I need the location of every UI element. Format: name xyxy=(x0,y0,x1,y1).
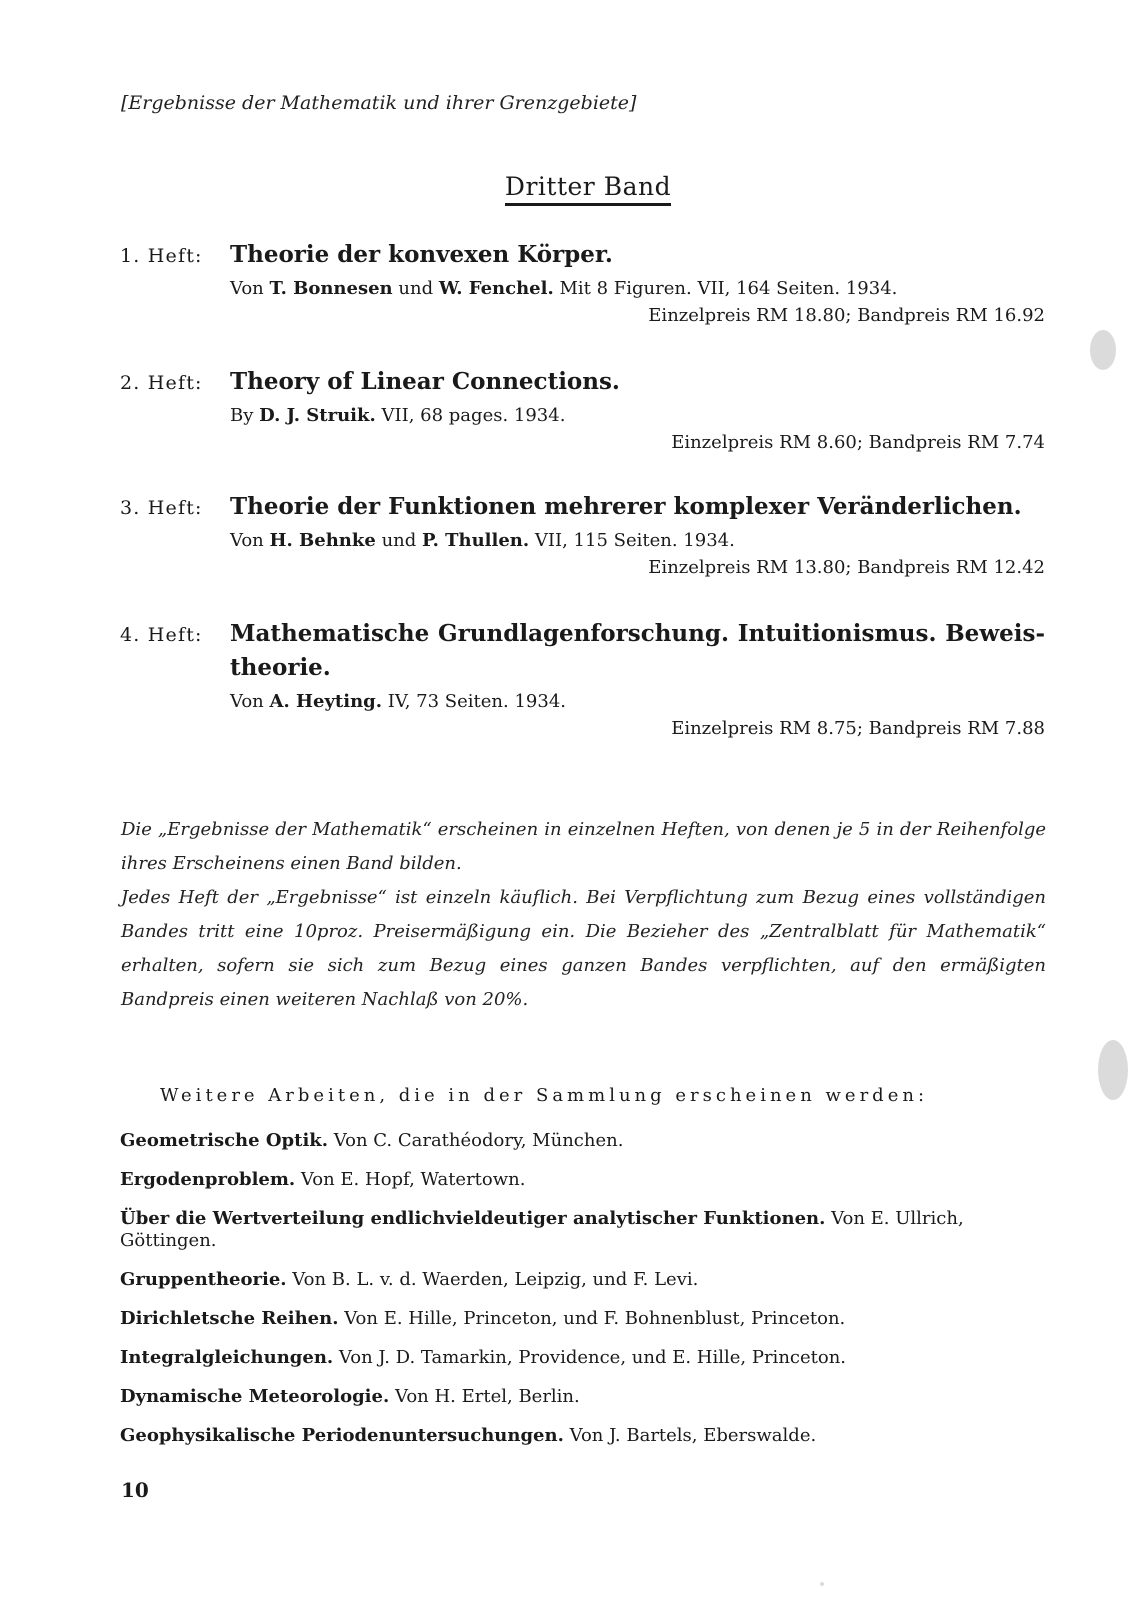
note-paragraph: Die „Ergebnisse der Mathematik“ erscheinen in einzelnen Heften, von denen je 5 in der Reihenfolge ihres Erscheinens einen Band bilden. xyxy=(121,819,1046,874)
heft-entry xyxy=(120,490,1045,578)
scan-speck xyxy=(1090,330,1116,370)
upcoming-heading: Weitere Arbeiten, die in der Sammlung erscheinen werden: xyxy=(160,1085,929,1106)
list-item xyxy=(120,1386,1045,1408)
heft-author-line xyxy=(230,691,1045,712)
work-author: Von E. Hille, Princeton, und F. Bohnenblust, Princeton. xyxy=(344,1308,846,1329)
author-name: H. Behnke xyxy=(269,530,376,551)
author-prefix: Von xyxy=(230,530,264,551)
heft-entry xyxy=(120,617,1045,739)
note-paragraph: Jedes Heft der „Ergebnisse“ ist einzeln käuflich. Bei Verpflichtung zum Bezug eines vollständigen Bandes tritt eine 10proz. Preisermäßigung ein. Die Bezieher des „Zentralblatt für Mathematik“ erhalten, sofern sie sich zum Bezug eines ganzen Bandes verpflichten, auf den ermäßigten Bandpreis einen weiteren Nachlaß von 20%. xyxy=(121,887,1046,1010)
work-author: Von E. Ullrich, Göttingen. xyxy=(120,1208,964,1251)
author-prefix: Von xyxy=(230,691,264,712)
author-prefix: By xyxy=(230,405,254,426)
heft-details: Mit 8 Figuren. VII, 164 Seiten. 1934. xyxy=(559,278,898,299)
volume-title xyxy=(0,172,1136,206)
heft-price: Einzelpreis RM 8.60; Bandpreis RM 7.74 xyxy=(671,432,1045,453)
heft-label: 3. Heft: xyxy=(120,497,203,519)
list-item xyxy=(120,1308,1045,1330)
heft-details: IV, 73 Seiten. 1934. xyxy=(387,691,566,712)
list-item xyxy=(120,1269,1045,1291)
work-title: Dynamische Meteorologie. xyxy=(120,1386,390,1407)
list-item xyxy=(120,1208,1045,1252)
work-title: Über die Wertverteilung endlichvieldeutiger analytischer Funktionen. xyxy=(120,1208,826,1229)
work-title: Ergodenproblem. xyxy=(120,1169,296,1190)
heft-price: Einzelpreis RM 13.80; Bandpreis RM 12.42 xyxy=(648,557,1045,578)
author-name: P. Thullen. xyxy=(422,530,530,551)
list-item xyxy=(120,1169,1045,1191)
work-title: Geophysikalische Periodenuntersuchungen. xyxy=(120,1425,564,1446)
work-title: Integralgleichungen. xyxy=(120,1347,334,1368)
author-prefix: Von xyxy=(230,278,264,299)
work-author: Von J. D. Tamarkin, Providence, und E. Hille, Princeton. xyxy=(338,1347,847,1368)
heft-title: Theorie der Funktionen mehrerer komplexer Veränderlichen. xyxy=(230,493,1022,520)
author-name: T. Bonnesen xyxy=(269,278,393,299)
heft-title: Theory of Linear Connections. xyxy=(230,368,620,395)
work-title: Gruppentheorie. xyxy=(120,1269,287,1290)
heft-label: 2. Heft: xyxy=(120,372,203,394)
heft-details: VII, 115 Seiten. 1934. xyxy=(534,530,735,551)
work-title: Geometrische Optik. xyxy=(120,1130,329,1151)
author-name: W. Fenchel. xyxy=(438,278,554,299)
author-name: D. J. Struik. xyxy=(259,405,376,426)
work-author: Von C. Carathéodory, München. xyxy=(333,1130,624,1151)
author-joiner: und xyxy=(398,278,434,299)
heft-entry xyxy=(120,238,1045,326)
work-author: Von J. Bartels, Eberswalde. xyxy=(569,1425,817,1446)
work-author: Von E. Hopf, Watertown. xyxy=(300,1169,526,1190)
page-number: 10 xyxy=(121,1478,149,1502)
work-title: Dirichletsche Reihen. xyxy=(120,1308,339,1329)
heft-label: 4. Heft: xyxy=(120,624,203,646)
heft-price: Einzelpreis RM 18.80; Bandpreis RM 16.92 xyxy=(648,305,1045,326)
heft-author-line xyxy=(230,405,1045,426)
scan-speck xyxy=(1098,1040,1128,1100)
work-author: Von B. L. v. d. Waerden, Leipzig, und F. Levi. xyxy=(292,1269,699,1290)
work-author: Von H. Ertel, Berlin. xyxy=(394,1386,580,1407)
heft-author-line xyxy=(230,530,1045,551)
list-item xyxy=(120,1347,1045,1369)
heft-title: Theorie der konvexen Körper. xyxy=(230,241,613,268)
heft-details: VII, 68 pages. 1934. xyxy=(381,405,566,426)
heft-title: Mathematische Grundlagenforschung. Intuitionismus. Beweis- xyxy=(230,620,1045,647)
series-header: [Ergebnisse der Mathematik und ihrer Grenzgebiete] xyxy=(121,92,637,114)
heft-entry xyxy=(120,365,1045,453)
heft-price: Einzelpreis RM 8.75; Bandpreis RM 7.88 xyxy=(671,718,1045,739)
heft-label: 1. Heft: xyxy=(120,245,203,267)
list-item xyxy=(120,1425,1045,1447)
scan-speck xyxy=(820,1582,824,1586)
upcoming-list xyxy=(120,1130,1045,1464)
volume-title-text: Dritter Band xyxy=(505,172,671,206)
heft-author-line xyxy=(230,278,1045,299)
heft-title-continuation: theorie. xyxy=(230,654,331,681)
author-name: A. Heyting. xyxy=(269,691,383,712)
author-joiner: und xyxy=(381,530,417,551)
series-note xyxy=(121,813,1046,1017)
list-item xyxy=(120,1130,1045,1152)
